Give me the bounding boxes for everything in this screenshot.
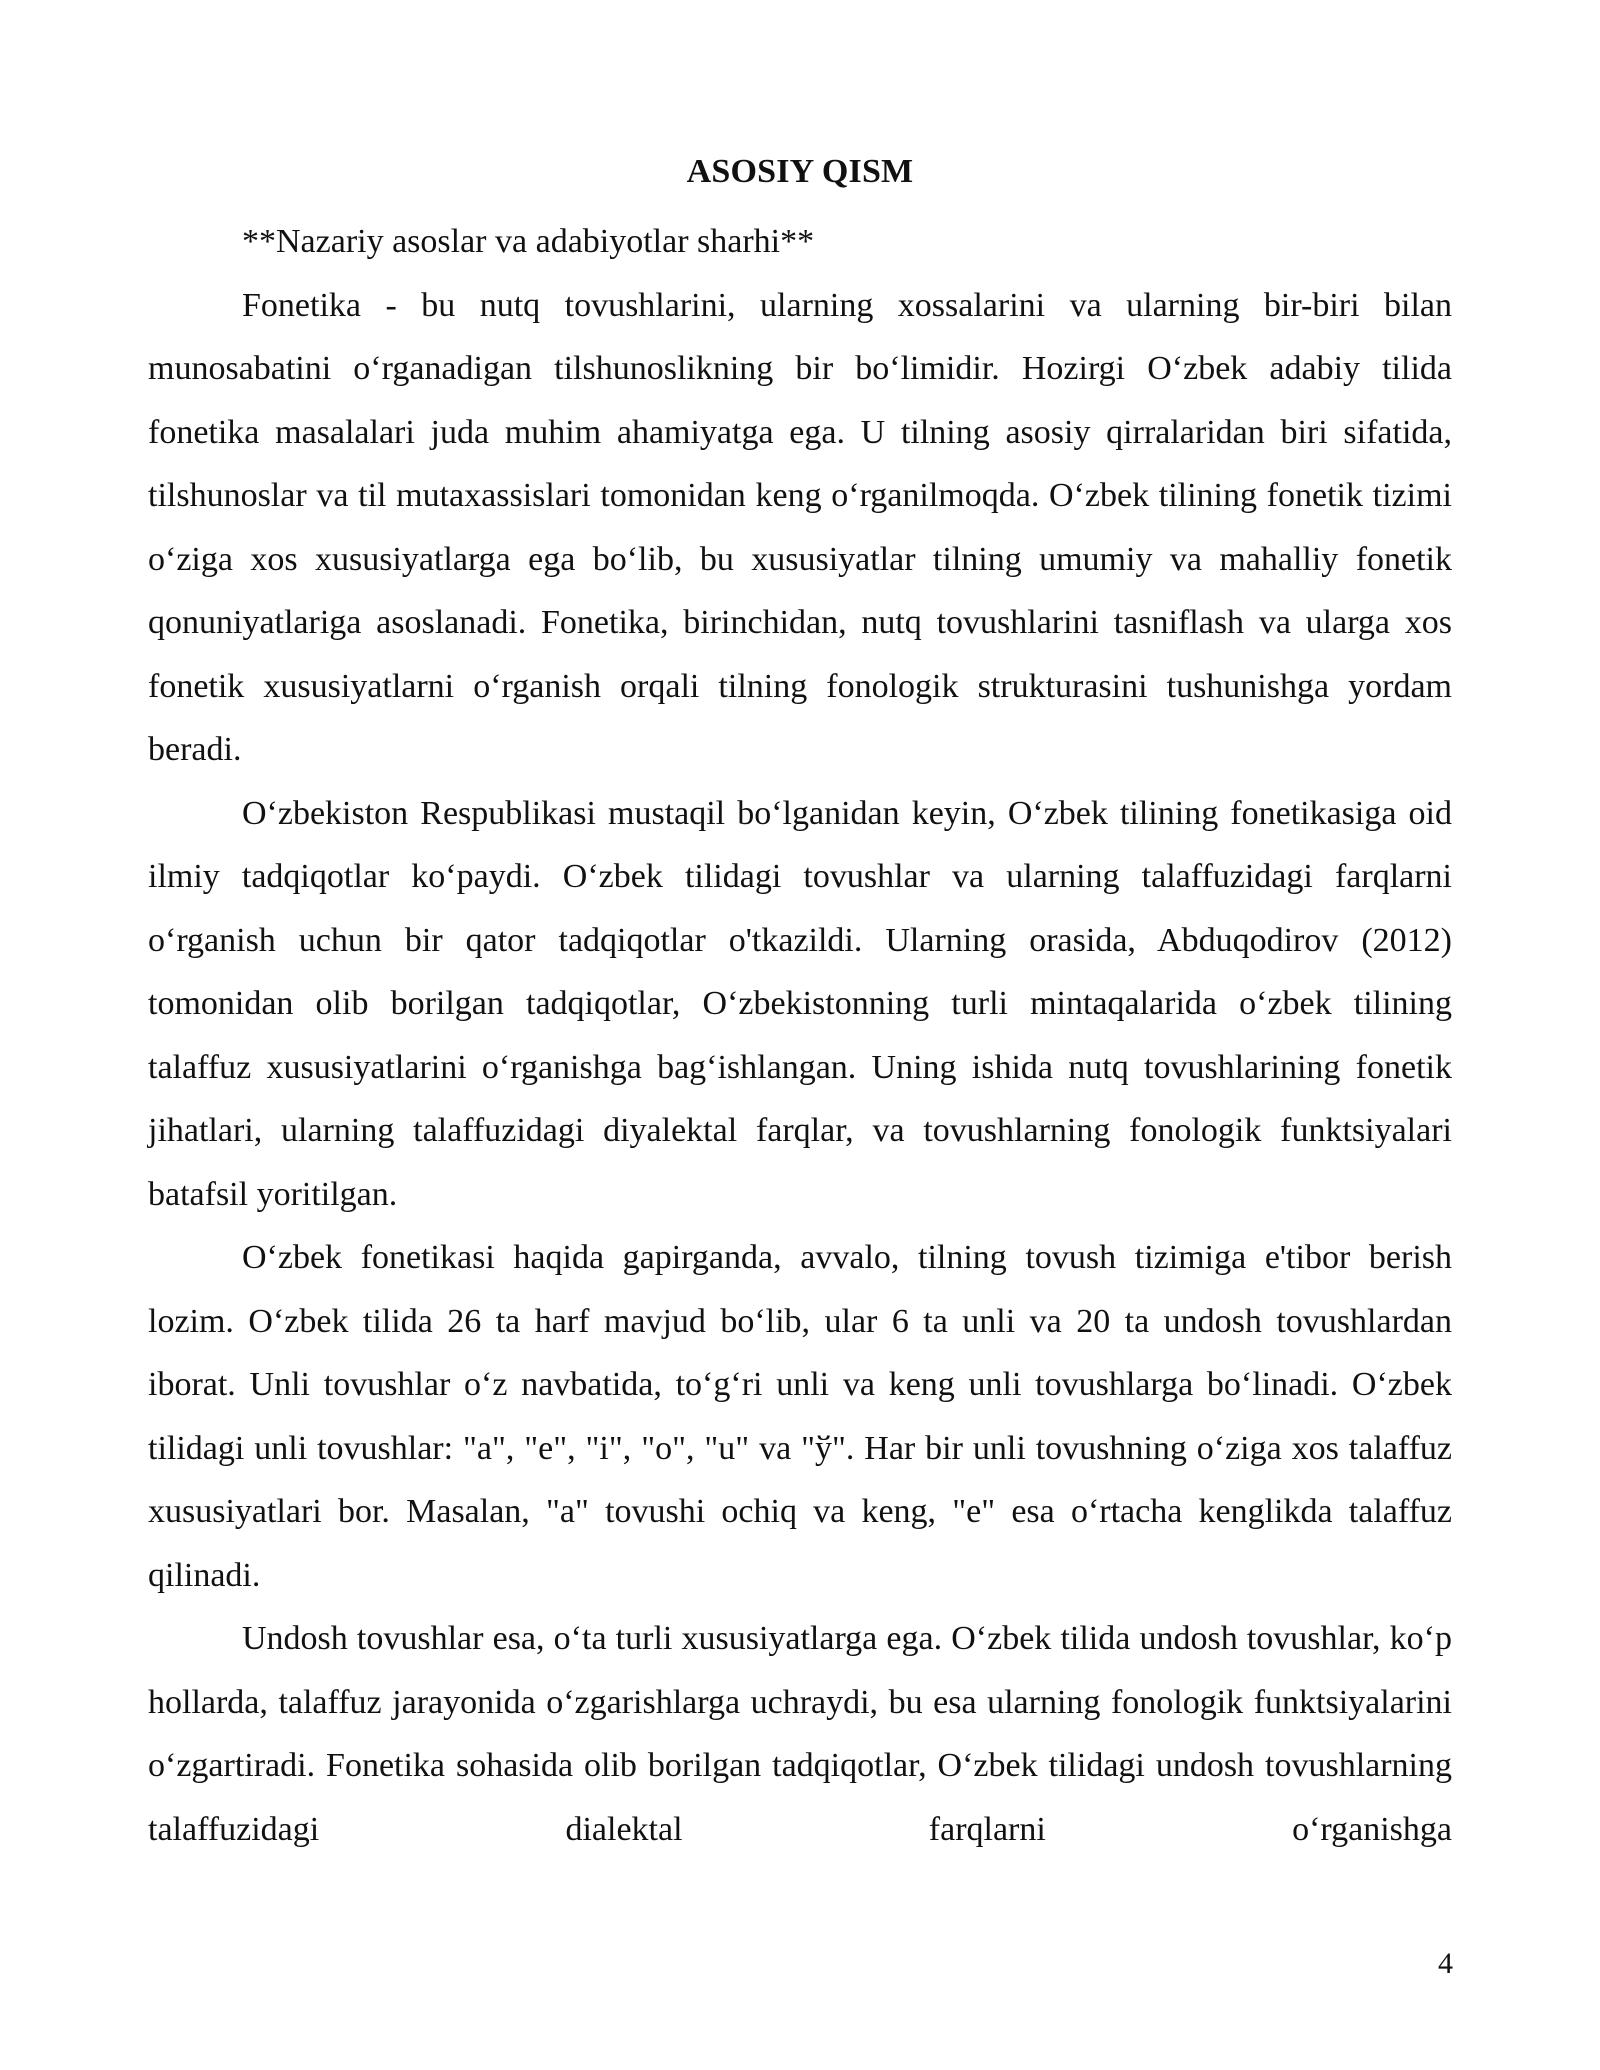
paragraph-1: Fonetika - bu nutq tovushlarini, ularning xossalarini va ularning bir-biri bilan munosabatini o‘rganadigan tilshunoslikning bir bo‘limidir. Hozirgi O‘zbek adabiy tilida fonetika masalalari juda muhim ahamiyatga ega. U tilning asosiy qirralaridan biri sifatida, tilshunoslar va til mutaxassislari tomonidan keng o‘rganilmoqda. O‘zbek tilining fonetik tizimi o‘ziga xos xususiyatlarga ega bo‘lib, bu xususiyatlar tilning umumiy va mahalliy fonetik qonuniyatlariga asoslanadi. Fonetika, birinchidan, nutq tovushlarini tasniflash va ularga xos fonetik xususiyatlarni o‘rganish orqali tilning fonologik strukturasini tushunishga yordam beradi.	[148, 286, 1452, 768]
paragraph-2: O‘zbekiston Respublikasi mustaqil bo‘lganidan keyin, O‘zbek tilining fonetikasiga oid ilmiy tadqiqotlar ko‘paydi. O‘zbek tilidagi tovushlar va ularning talaffuzidagi farqlarni o‘rganish uchun bir qator tadqiqotlar o'tkazildi. Ularning orasida, Abduqodirov (2012) tomonidan olib borilgan tadqiqotlar, O‘zbekistonning turli mintaqalarida o‘zbek tilining talaffuz xususiyatlarini o‘rganishga bag‘ishlangan. Uning ishida nutq tovushlarining fonetik jihatlari, ularning talaffuzidagi diyalektal farqlar, va tovushlarning fonologik funktsiyalari batafsil yoritilgan.	[148, 794, 1452, 1213]
section-heading: ASOSIY QISM	[686, 153, 914, 190]
paragraph-3: O‘zbek fonetikasi haqida gapirganda, avvalo, tilning tovush tizimiga e'tibor berish lozim. O‘zbek tilida 26 ta harf mavjud bo‘lib, ular 6 ta unli va 20 ta undosh tovushlardan iborat. Unli tovushlar o‘z navbatida, to‘g‘ri unli va keng unli tovushlarga bo‘linadi. O‘zbek tilidagi unli tovushlar: "a", "e", "i", "o", "u" va "ў". Har bir unli tovushning o‘ziga xos talaffuz xususiyatlari bor. Masalan, "a" tovushi ochiq va keng, "e" esa o‘rtacha kenglikda talaffuz qilinadi.	[148, 1239, 1452, 1594]
page-number: 4	[1438, 1947, 1453, 1980]
page-content	[148, 148, 1452, 1861]
subsection-heading: **Nazariy asoslar va adabiyotlar sharhi**	[242, 223, 815, 260]
paragraph-4: Undosh tovushlar esa, o‘ta turli xususiyatlarga ega. O‘zbek tilida undosh tovushlar, ko‘p hollarda, talaffuz jarayonida o‘zgarishlarga uchraydi, bu esa ularning fonologik funktsiyalarini o‘zgartiradi. Fonetika sohasida olib borilgan tadqiqotlar, O‘zbek tilidagi undosh tovushlarning talaffuzidagi dialektal farqlarni o‘rganishga	[148, 1620, 1452, 1848]
